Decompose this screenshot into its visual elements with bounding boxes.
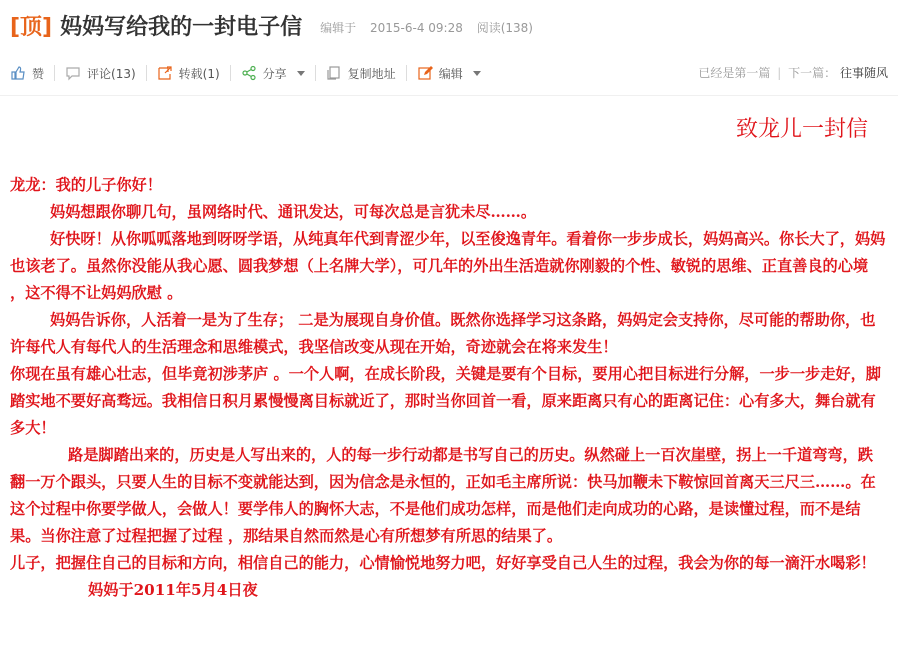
letter-paragraph: 儿子，把握住自己的目标和方向，相信自己的能力，心情愉悦地努力吧，好好享受自己人生的过程，我会为你的每一滴汗水喝彩！ [10,554,876,572]
post-meta [320,19,543,36]
toolbar-divider [230,65,231,81]
next-post-label: 下一篇： [788,66,837,80]
edited-time: 2015-6-4 09:28 [369,20,463,35]
edit-icon [417,65,433,81]
post-header [10,10,543,40]
letter-paragraph: 路是脚踏出来的，历史是人写出来的，人的每一步行动都是书写自己的历史。纵然碰上一百次崖壁，拐上一千道弯弯，跌翻一万个跟头，只要人生的目标不变就能达到，因为信念是永恒的，正如毛主席所说：快马加鞭未下鞍惊回首离天三尺三……。在这个过程中你要学做人，会做人！要学伟人的胸怀大志，不是他们成功怎样，而是他们走向成功的心路，是读懂过程，而不是结果。当你注意了过程把握了过程 ，那结果自然而然是心有所想梦有所思的结果了。 [10,446,876,545]
letter-body [10,172,888,604]
copy-icon [326,65,342,81]
repost-button[interactable] [157,65,220,82]
toolbar-divider [54,65,55,81]
chevron-down-icon [473,71,481,76]
repost-icon [157,65,173,81]
letter-paragraph: 你现在虽有雄心壮志，但毕竟初涉茅庐 。一个人啊，在成长阶段，关键是要有个目标，要用心把目标进行分解，一步一步走好，脚踏实地不要好高骛远。我相信日积月累慢慢离目标就近了，那时当你回首一看，原来距离只有心的距离记住：心有多大，舞台就有多大！ [10,365,881,437]
header-divider [0,95,898,96]
comment-label: 评论(13) [87,66,136,81]
like-button[interactable] [10,65,44,82]
repost-label: 转载(1) [178,66,220,81]
letter-paragraph: 龙龙：我的儿子你好！ [10,176,162,194]
letter-signature: 妈妈于2011年5月4日夜 [88,581,258,599]
comment-bubble-icon [65,65,81,81]
post-title: 妈妈写给我的一封电子信 [60,14,303,40]
share-icon [241,65,257,81]
like-label: 赞 [32,66,45,81]
toolbar-divider [406,65,407,81]
copy-url-label: 复制地址 [347,66,396,81]
post-navigation [698,64,888,81]
toolbar-divider [315,65,316,81]
toolbar-divider [146,65,147,81]
share-dropdown[interactable] [241,65,305,82]
edited-label: 编辑于 [320,20,357,35]
letter-paragraph: 妈妈告诉你，人活着一是为了生存； 二是为展现自身价值。既然你选择学习这条路，妈妈定会支持你，尽可能的帮助你，也许每代人有每代人的生活理念和思维模式，我坚信改变从现在开始，奇迹就会在将来发生！ [10,311,876,356]
letter-paragraph: 好快呀！从你呱呱落地到呀呀学语，从纯真年代到青涩少年，以至俊逸青年。看着你一步步成长，妈妈高兴。你长大了，妈妈也该老了。虽然你没能从我心愿、圆我梦想（上名牌大学），可几年的外出生活造就你刚毅的个性、敏锐的思维、正直善良的心境 ，这不得不让妈妈欣慰 。 [10,230,886,302]
edit-dropdown[interactable] [417,65,481,82]
next-post-link[interactable]: 往事随风 [839,66,888,80]
copy-url-button[interactable] [326,65,396,82]
read-count: 阅读(138) [476,20,533,35]
letter-paragraph: 妈妈想跟你聊几句，虽网络时代、通讯发达，可每次总是言犹未尽……。 [50,203,536,221]
first-post-label: 已经是第一篇 [698,66,771,80]
post-toolbar [10,60,481,86]
letter-title: 致龙儿一封信 [735,117,868,142]
edit-label: 编辑 [438,66,463,81]
pinned-tag: [顶] [10,14,53,40]
nav-divider: | [777,66,782,80]
comment-button[interactable] [65,65,136,82]
chevron-down-icon [297,71,305,76]
thumbs-up-icon [10,65,26,81]
share-label: 分享 [262,66,287,81]
